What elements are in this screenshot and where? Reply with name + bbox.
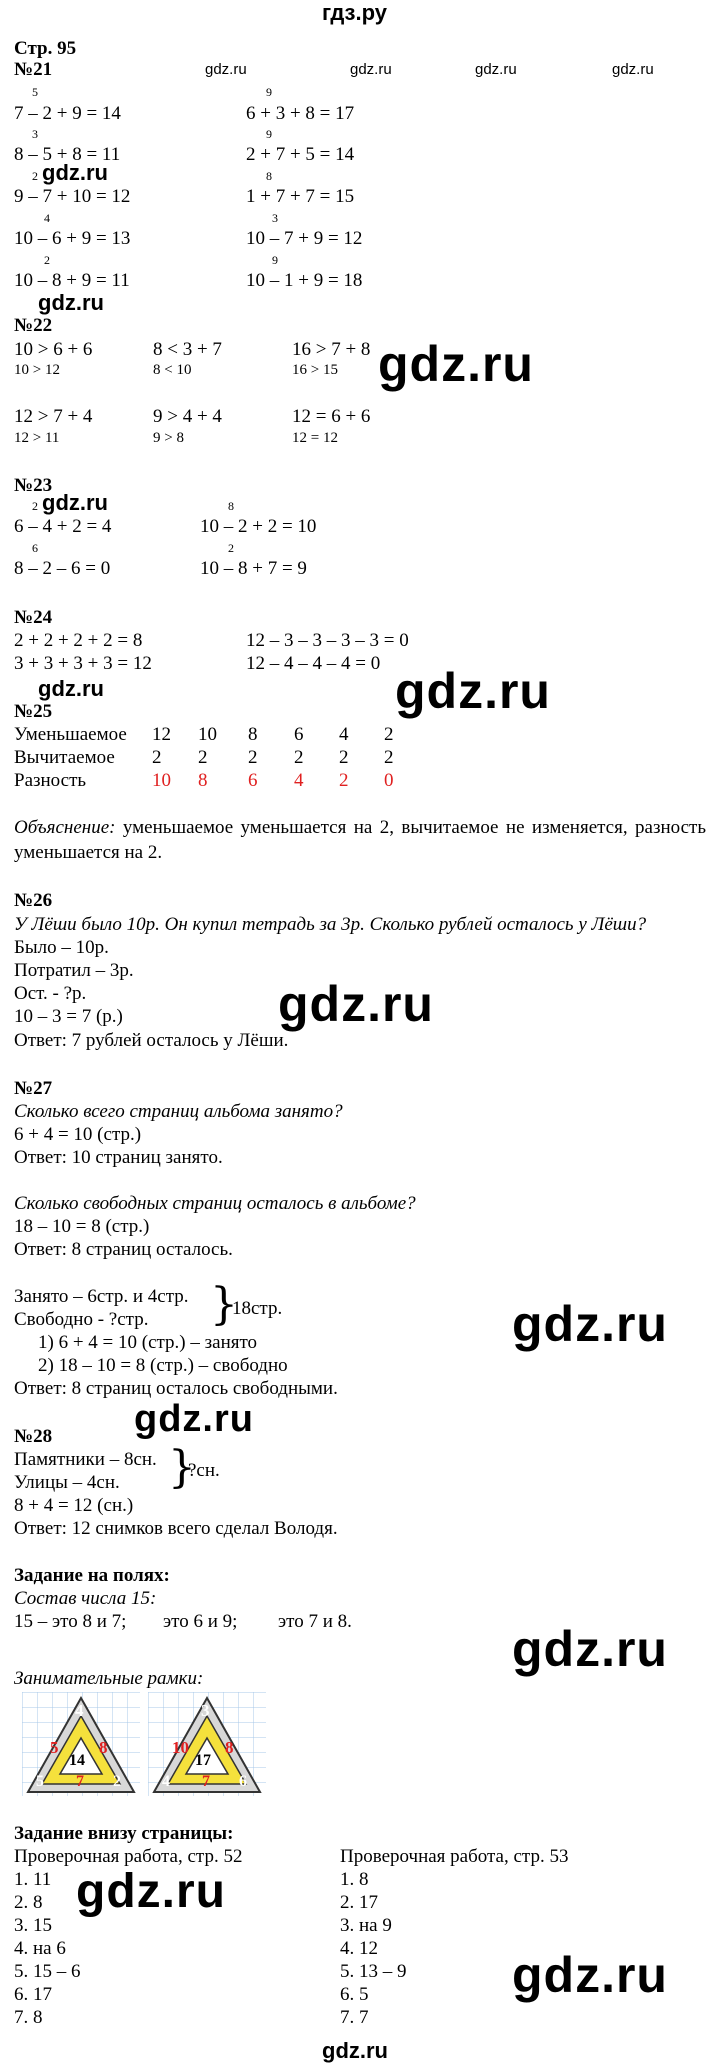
table-cell: 4 <box>339 724 349 745</box>
watermark: gdz.ru <box>612 61 654 78</box>
task-22-note: 9 > 8 <box>153 430 184 446</box>
task-21-expr: 10 – 7 + 9 = 12 <box>246 228 363 249</box>
task-26-line: 10 – 3 = 7 (р.) <box>14 1006 123 1027</box>
watermark: gdz.ru <box>378 336 534 392</box>
task-27-brace-line: Занято – 6стр. и 4стр. <box>14 1286 189 1307</box>
task-27-brace-line: Свободно - ?стр. <box>14 1309 149 1330</box>
watermark: gdz.ru <box>205 61 247 78</box>
table-row-label: Уменьшаемое <box>14 724 127 745</box>
table-row-label: Вычитаемое <box>14 747 115 768</box>
task-21-expr: 1 + 7 + 7 = 15 <box>246 186 355 207</box>
table-cell: 6 <box>248 770 258 791</box>
check-work-title: Проверочная работа, стр. 52 <box>14 1846 243 1867</box>
margin-task-line: 15 – это 8 и 7; <box>14 1611 127 1632</box>
watermark: gdz.ru <box>512 1947 668 2003</box>
frame-cell: 5 <box>36 1773 44 1790</box>
watermark: gdz.ru <box>76 1865 226 1918</box>
task-28-answer: Ответ: 12 снимков всего сделал Володя. <box>14 1518 338 1539</box>
task-21-expr: 10 – 1 + 9 = 18 <box>246 270 363 291</box>
frame-cell: 7 <box>76 1773 84 1790</box>
frame-cell: 4 <box>162 1773 170 1790</box>
table-cell: 2 <box>384 747 394 768</box>
task-24-expr: 2 + 2 + 2 + 2 = 8 <box>14 630 143 651</box>
check-work-answer: 3. на 9 <box>340 1915 392 1936</box>
task-21-expr: 7 – 2 + 9 = 14 <box>14 103 121 124</box>
task-26-line: Ответ: 7 рублей осталось у Лёши. <box>14 1030 289 1051</box>
table-cell: 10 <box>152 770 171 791</box>
task-23-sup: 2 <box>32 499 38 513</box>
curly-brace-icon: } <box>210 1279 238 1330</box>
table-cell: 12 <box>152 724 171 745</box>
task-28-brace-line: Памятники – 8сн. <box>14 1449 157 1470</box>
table-cell: 2 <box>248 747 258 768</box>
task-28-calc: 8 + 4 = 12 (сн.) <box>14 1495 134 1516</box>
task-21-sup: 3 <box>32 127 38 141</box>
bottom-task-title: Задание внизу страницы: <box>14 1823 234 1844</box>
watermark: gdz.ru <box>38 290 104 315</box>
task-21-sup: 2 <box>44 253 50 267</box>
task-21-title: №21 <box>14 59 53 80</box>
task-23-sup: 2 <box>228 541 234 555</box>
watermark: gdz.ru <box>38 676 104 701</box>
task-24-expr: 12 – 4 – 4 – 4 = 0 <box>246 653 381 674</box>
task-26-line: Ост. - ?р. <box>14 983 87 1004</box>
table-cell: 2 <box>152 747 162 768</box>
task-27-step: 1) 6 + 4 = 10 (стр.) – занято <box>38 1332 258 1353</box>
frame-cell: 3 <box>201 1701 210 1720</box>
task-22-expr: 9 > 4 + 4 <box>153 406 222 427</box>
task-22-note: 10 > 12 <box>14 362 60 378</box>
task-22-expr: 12 = 6 + 6 <box>292 406 371 427</box>
frames-label: Занимательные рамки: <box>14 1668 204 1689</box>
table-cell: 6 <box>294 724 304 745</box>
task-22-note: 12 = 12 <box>292 430 338 446</box>
table-cell: 4 <box>294 770 304 791</box>
check-work-title: Проверочная работа, стр. 53 <box>340 1846 569 1867</box>
task-27-step: 2) 18 – 10 = 8 (стр.) – свободно <box>38 1355 288 1376</box>
task-21-sup: 5 <box>32 85 38 99</box>
frame-cell: 6 <box>239 1773 247 1790</box>
page-label: Стр. 95 <box>14 38 77 59</box>
task-22-expr: 8 < 3 + 7 <box>153 339 222 360</box>
task-21-expr: 6 + 3 + 8 = 17 <box>246 103 355 124</box>
frame-cell: 5 <box>50 1738 59 1757</box>
task-24-expr: 3 + 3 + 3 + 3 = 12 <box>14 653 152 674</box>
watermark: gdz.ru <box>42 490 108 515</box>
table-cell: 10 <box>198 724 217 745</box>
watermark: gdz.ru <box>350 61 392 78</box>
frame-cell: 7 <box>202 1773 210 1790</box>
check-work-answer: 4. 12 <box>340 1938 378 1959</box>
task-27-brace-total: 18стр. <box>232 1298 283 1319</box>
task-21-sup: 3 <box>272 211 278 225</box>
check-work-answer: 7. 7 <box>340 2007 369 2028</box>
task-23-sup: 6 <box>32 541 38 555</box>
check-work-answer: 7. 8 <box>14 2007 43 2028</box>
task-21-sup: 9 <box>266 85 272 99</box>
margin-task-subtitle: Состав числа 15: <box>14 1588 157 1609</box>
task-24-expr: 12 – 3 – 3 – 3 – 3 = 0 <box>246 630 409 651</box>
task-26-line: Было – 10р. <box>14 937 109 958</box>
margin-task-line: это 7 и 8. <box>278 1611 352 1632</box>
frame-cell: 8 <box>225 1738 234 1757</box>
task-26-title: №26 <box>14 890 53 911</box>
frame-cell: 17 <box>195 1752 211 1769</box>
table-cell: 0 <box>384 770 394 791</box>
task-21-sup: 9 <box>272 253 278 267</box>
curly-brace-icon: } <box>168 1442 196 1493</box>
task-27-question: Сколько свободных страниц осталось в альбоме? <box>14 1193 416 1214</box>
task-26-line: Потратил – 3р. <box>14 960 134 981</box>
task-27-answer: Ответ: 8 страниц осталось свободными. <box>14 1378 338 1399</box>
task-22-expr: 10 > 6 + 6 <box>14 339 93 360</box>
check-work-answer: 1. 11 <box>14 1869 52 1890</box>
task-27-line: 18 – 10 = 8 (стр.) <box>14 1216 150 1237</box>
task-21-expr: 10 – 8 + 9 = 11 <box>14 270 130 291</box>
table-cell: 8 <box>248 724 258 745</box>
task-21-sup: 4 <box>44 211 50 225</box>
task-25-title: №25 <box>14 701 53 722</box>
task-21-expr: 8 – 5 + 8 = 11 <box>14 144 121 165</box>
table-cell: 8 <box>198 770 208 791</box>
check-work-answer: 5. 13 – 9 <box>340 1961 407 1982</box>
check-work-answer: 5. 15 – 6 <box>14 1961 81 1982</box>
check-work-answer: 2. 17 <box>340 1892 378 1913</box>
task-27-line: Ответ: 10 страниц занято. <box>14 1147 223 1168</box>
task-26-question: У Лёши было 10р. Он купил тетрадь за 3р. Сколько рублей осталось у Лёши? <box>14 914 647 935</box>
check-work-answer: 6. 17 <box>14 1984 52 2005</box>
task-21-expr: 9 – 7 + 10 = 12 <box>14 186 131 207</box>
task-23-title: №23 <box>14 475 53 496</box>
check-work-answer: 3. 15 <box>14 1915 52 1936</box>
task-28-brace-line: Улицы – 4сн. <box>14 1472 120 1493</box>
table-cell: 2 <box>384 724 394 745</box>
task-23-expr: 8 – 2 – 6 = 0 <box>14 558 111 579</box>
watermark: gdz.ru <box>134 1398 254 1440</box>
margin-task-title: Задание на полях: <box>14 1565 170 1586</box>
task-27-line: 6 + 4 = 10 (стр.) <box>14 1124 142 1145</box>
task-28-brace-total: ?сн. <box>188 1460 220 1481</box>
task-23-expr: 10 – 8 + 7 = 9 <box>200 558 307 579</box>
task-23-sup: 8 <box>228 499 234 513</box>
watermark: gdz.ru <box>512 1296 668 1352</box>
watermark: gdz.ru <box>278 976 434 1032</box>
task-21-expr: 10 – 6 + 9 = 13 <box>14 228 131 249</box>
margin-task-line: это 6 и 9; <box>163 1611 238 1632</box>
task-22-note: 12 > 11 <box>14 430 60 446</box>
check-work-answer: 2. 8 <box>14 1892 43 1913</box>
watermark: gdz.ru <box>512 1621 668 1677</box>
table-cell: 2 <box>294 747 304 768</box>
task-23-expr: 10 – 2 + 2 = 10 <box>200 516 317 537</box>
frame-cell: 8 <box>99 1738 108 1757</box>
watermark: gdz.ru <box>42 160 108 185</box>
check-work-answer: 4. на 6 <box>14 1938 66 1959</box>
frame-cell: 2 <box>113 1773 121 1790</box>
task-22-title: №22 <box>14 315 53 336</box>
task-23-expr: 6 – 4 + 2 = 4 <box>14 516 112 537</box>
frame-cell: 14 <box>69 1752 85 1769</box>
table-cell: 2 <box>339 747 349 768</box>
check-work-answer: 6. 5 <box>340 1984 369 2005</box>
explanation-text: уменьшаемое уменьшается на 2, вычитаемое не изменяется, разность уменьшается на 2. <box>14 817 706 863</box>
task-21-sup: 8 <box>266 169 272 183</box>
table-cell: 2 <box>339 770 349 791</box>
task-22-note: 8 < 10 <box>153 362 192 378</box>
task-22-expr: 16 > 7 + 8 <box>292 339 371 360</box>
frame-cell: 10 <box>172 1738 189 1757</box>
task-27-question: Сколько всего страниц альбома занято? <box>14 1101 343 1122</box>
table-row-label: Разность <box>14 770 87 791</box>
site-footer: gdz.ru <box>322 2038 388 2063</box>
task-21-sup: 9 <box>266 127 272 141</box>
explanation-label: Объяснение: <box>14 817 116 838</box>
watermark: gdz.ru <box>475 61 517 78</box>
task-28-title: №28 <box>14 1426 53 1447</box>
frame-cell: 4 <box>75 1701 84 1720</box>
task-22-expr: 12 > 7 + 4 <box>14 406 93 427</box>
task-24-title: №24 <box>14 607 53 628</box>
site-header: гдз.ру <box>322 0 387 25</box>
task-25-explanation <box>14 815 706 865</box>
task-27-line: Ответ: 8 страниц осталось. <box>14 1239 233 1260</box>
watermark: gdz.ru <box>395 663 551 719</box>
task-21-expr: 2 + 7 + 5 = 14 <box>246 144 355 165</box>
table-cell: 2 <box>198 747 208 768</box>
task-22-note: 16 > 15 <box>292 362 338 378</box>
task-27-title: №27 <box>14 1078 53 1099</box>
check-work-answer: 1. 8 <box>340 1869 369 1890</box>
task-21-sup: 2 <box>32 169 38 183</box>
